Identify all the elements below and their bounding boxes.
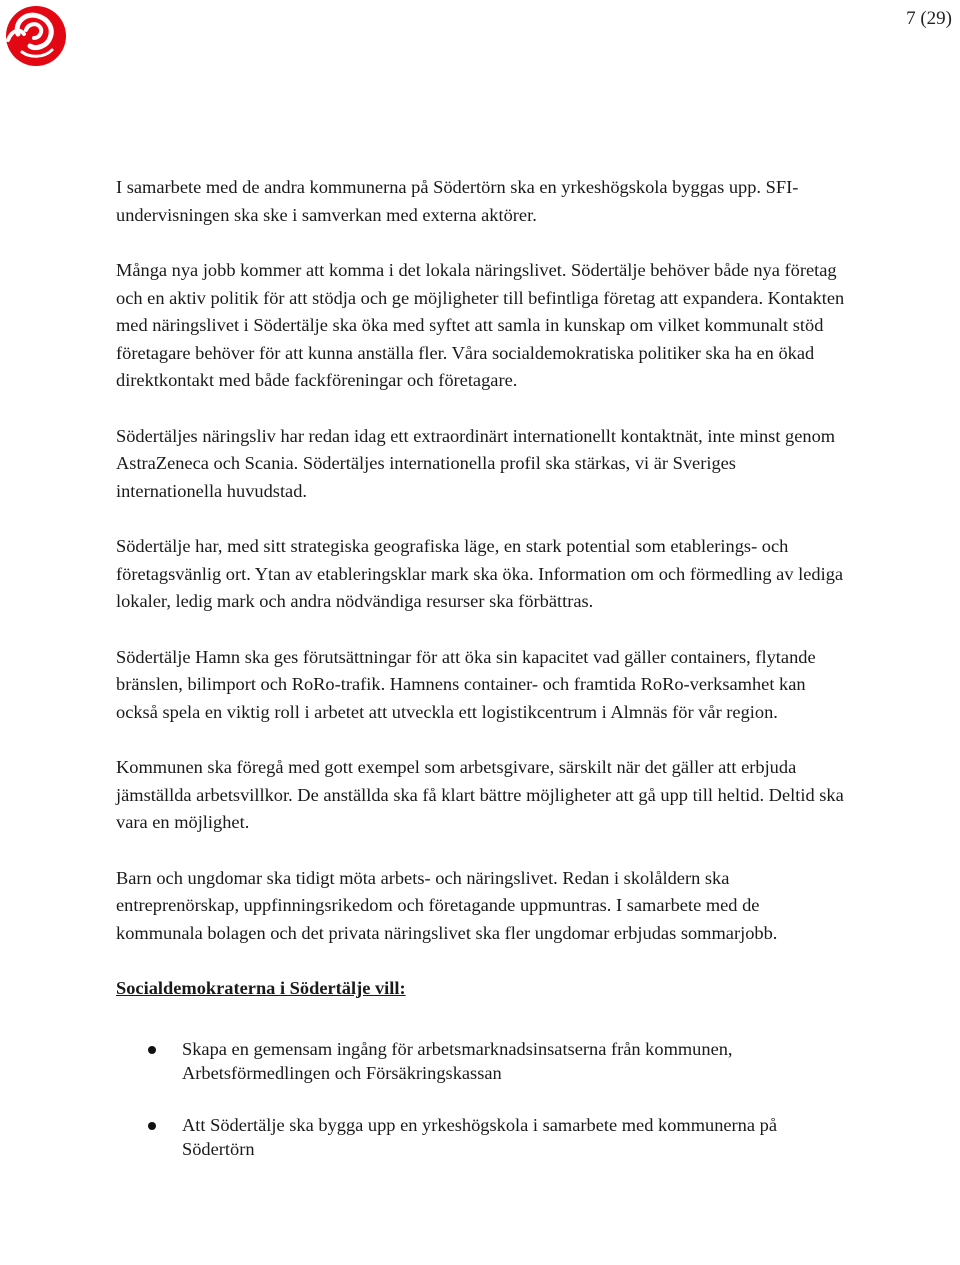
list-item: [116, 1113, 846, 1162]
bullet-icon: [148, 1046, 156, 1054]
page-number: 7 (29): [906, 8, 952, 29]
bullet-list: [116, 1037, 846, 1162]
list-item-text: Skapa en gemensam ingång för arbetsmarknadsinsatserna från kommunen, Arbetsförmedlingen och Försäkringskassan: [182, 1038, 733, 1083]
paragraph: I samarbete med de andra kommunerna på Södertörn ska en yrkeshögskola byggas upp. SFI-undervisningen ska ske i samverkan med externa aktörer.: [116, 177, 799, 225]
section-heading: Socialdemokraterna i Södertälje vill:: [116, 978, 406, 998]
paragraph: Barn och ungdomar ska tidigt möta arbets- och näringslivet. Redan i skolåldern ska entreprenörskap, uppfinningsrikedom och företagande uppmuntras. I samarbete med de kommunala bolagen och det privata näringslivet ska fler ungdomar erbjudas sommarjobb.: [116, 867, 778, 943]
paragraph: Kommunen ska föregå med gott exempel som arbetsgivare, särskilt när det gäller att erbjuda jämställda arbetsvillkor. De anställda ska få klart bättre möjligheter att gå upp till heltid. Deltid ska vara en möjlighet.: [116, 757, 844, 832]
paragraph: Södertälje har, med sitt strategiska geografiska läge, en stark potential som etablerings- och företagsvänlig ort. Ytan av etableringsklar mark ska öka. Information om och förmedling av lediga lokaler, ledig mark och andra nödvändiga resurser ska förbättras.: [116, 536, 844, 611]
list-item: [116, 1037, 846, 1086]
list-item-text: Att Södertälje ska bygga upp en yrkeshögskola i samarbete med kommunerna på Södertörn: [182, 1114, 777, 1159]
paragraph: Södertälje Hamn ska ges förutsättningar för att öka sin kapacitet vad gäller containers, flytande bränslen, bilimport och RoRo-trafik. Hamnens container- och framtida RoRo-verksamhet kan också spela en viktig roll i arbetet att utveckla ett logistikcentrum i Almnäs för vår region.: [116, 646, 816, 722]
document-body: [116, 174, 846, 1189]
rose-logo-icon: [0, 0, 72, 72]
bullet-icon: [148, 1122, 156, 1130]
paragraph: Många nya jobb kommer att komma i det lokala näringslivet. Södertälje behöver både nya företag och en aktiv politik för att stödja och ge möjligheter till befintliga företag att expandera. Kontakten med näringslivet i Södertälje ska öka med syftet att samla in kunskap om vilket kommunalt stöd företagare behöver för att kunna anställa fler. Våra socialdemokratiska politiker ska ha en ökad direktkontakt med både fackföreningar och företagare.: [116, 260, 845, 390]
paragraph: Södertäljes näringsliv har redan idag ett extraordinärt internationellt kontaktnät, inte minst genom AstraZeneca och Scania. Södertäljes internationella profil ska stärkas, vi är Sveriges internationella huvudstad.: [116, 425, 836, 501]
